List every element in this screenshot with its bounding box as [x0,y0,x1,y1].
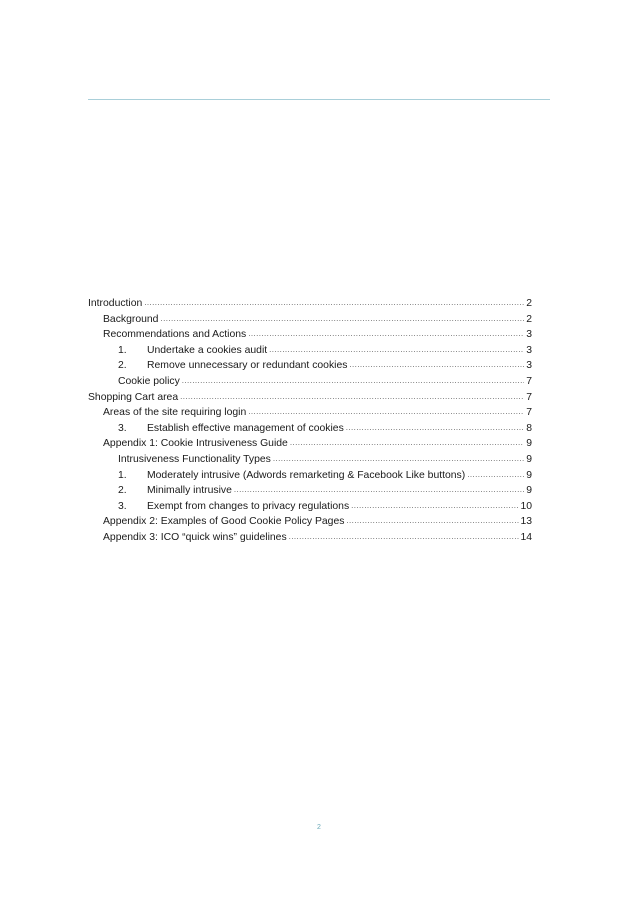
header-rule [88,99,550,100]
toc-dot-leader [234,482,524,498]
toc-entry[interactable] [88,421,532,437]
table-of-contents [88,296,532,546]
toc-entry[interactable] [88,499,532,515]
toc-entry-number: 3. [118,422,127,434]
toc-entry-page: 3 [526,344,532,356]
toc-dot-leader [248,326,524,342]
toc-entry-title: Appendix 1: Cookie Intrusiveness Guide [103,438,288,450]
toc-entry-page: 9 [526,485,532,497]
toc-dot-leader [182,373,524,389]
toc-dot-leader [351,498,519,514]
toc-entry-title: Background [103,313,159,325]
toc-entry-page: 9 [526,453,532,465]
toc-entry[interactable] [88,374,532,390]
toc-dot-leader [180,389,524,405]
toc-entry-page: 13 [520,516,532,528]
toc-entry-page: 10 [520,500,532,512]
toc-entry-page: 9 [526,469,532,481]
toc-entry-page: 14 [520,531,532,543]
toc-dot-leader [269,342,524,358]
toc-dot-leader [346,420,524,436]
toc-entry-title: Cookie policy [118,375,180,387]
toc-entry[interactable] [88,296,532,312]
toc-entry[interactable] [88,327,532,343]
toc-entry-title: Appendix 3: ICO “quick wins” guidelines [103,531,287,543]
toc-entry-page: 2 [526,313,532,325]
toc-entry-title: Shopping Cart area [88,391,179,403]
toc-entry-page: 7 [526,391,532,403]
toc-dot-leader [467,467,524,483]
toc-dot-leader [346,513,519,529]
toc-dot-leader [144,295,524,311]
toc-entry-title: Intrusiveness Functionality Types [118,453,271,465]
toc-entry-number: 3. [118,500,127,512]
toc-entry-page: 7 [526,407,532,419]
toc-entry[interactable] [88,530,532,546]
toc-entry-page: 9 [526,438,532,450]
toc-entry[interactable] [88,514,532,530]
toc-dot-leader [290,435,524,451]
toc-entry[interactable] [88,483,532,499]
toc-entry[interactable] [88,312,532,328]
toc-entry-title: Undertake a cookies audit [147,344,268,356]
toc-entry-title: Recommendations and Actions [103,329,247,341]
toc-entry-title: Remove unnecessary or redundant cookies [147,360,348,372]
toc-entry[interactable] [88,343,532,359]
toc-dot-leader [248,404,524,420]
toc-entry[interactable] [88,358,532,374]
toc-dot-leader [289,529,520,545]
toc-entry-title: Areas of the site requiring login [103,407,247,419]
toc-entry-number: 1. [118,344,127,356]
toc-entry-number: 2. [118,485,127,497]
toc-dot-leader [273,451,524,467]
toc-entry-page: 2 [526,298,532,309]
toc-entry-title: Establish effective management of cookies [147,422,344,434]
toc-entry-title: Minimally intrusive [147,485,232,497]
toc-entry-page: 3 [526,360,532,372]
toc-dot-leader [160,311,524,327]
toc-entry-title: Exempt from changes to privacy regulations [147,500,350,512]
toc-entry-page: 7 [526,375,532,387]
page-number: 2 [317,824,321,831]
toc-entry-page: 8 [526,422,532,434]
toc-dot-leader [349,357,524,373]
toc-entry[interactable] [88,390,532,406]
toc-entry[interactable] [88,436,532,452]
toc-entry-title: Appendix 2: Examples of Good Cookie Policy Pages [103,516,345,528]
toc-entry[interactable] [88,452,532,468]
toc-entry-title: Introduction [88,298,143,309]
toc-entry-number: 1. [118,469,127,481]
toc-entry[interactable] [88,468,532,484]
toc-entry-title: Moderately intrusive (Adwords remarketing & Facebook Like buttons) [147,469,466,481]
toc-entry[interactable] [88,405,532,421]
toc-entry-number: 2. [118,360,127,372]
toc-entry-page: 3 [526,329,532,341]
